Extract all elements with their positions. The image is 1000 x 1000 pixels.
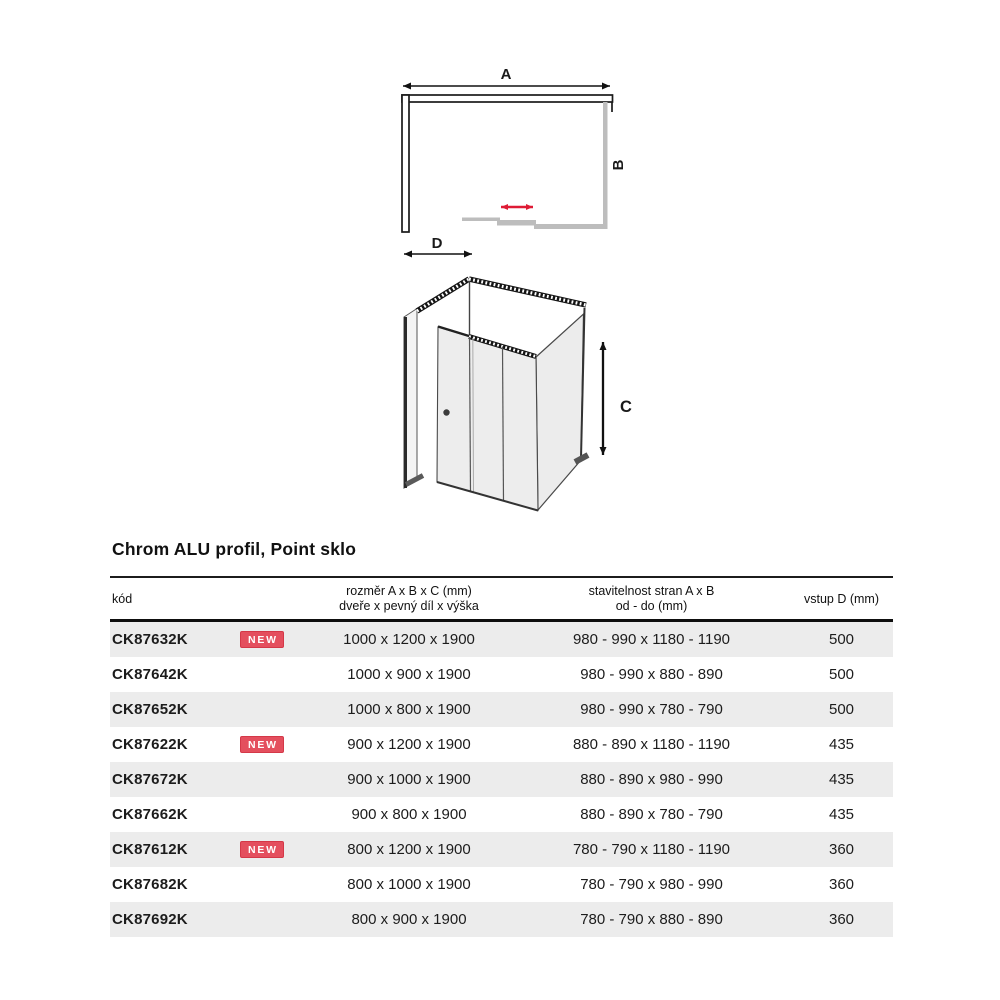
- adjust-value: 880 - 890 x 1180 - 1190: [572, 736, 731, 753]
- col-header-adjust-line1: stavitelnost stran A x B: [588, 584, 715, 598]
- door-panel-3: [534, 224, 608, 229]
- table-row: [110, 832, 893, 867]
- col-header-size-line1: rozměr A x B x C (mm): [346, 584, 472, 598]
- col-header-code: kód: [110, 577, 240, 621]
- adjust-value: 780 - 790 x 880 - 890: [580, 911, 723, 928]
- wall-left: [402, 95, 409, 232]
- new-badge: NEW: [240, 736, 284, 754]
- adjust-value: 980 - 990 x 880 - 890: [580, 666, 723, 683]
- entry-value: 435: [828, 736, 855, 753]
- product-code: CK87652K: [112, 701, 188, 718]
- col-header-adjust: [513, 577, 790, 621]
- entry-value: 360: [828, 876, 855, 893]
- technical-drawings: [385, 55, 655, 530]
- plan-view-diagram: [402, 66, 627, 254]
- col-header-size: [305, 577, 513, 621]
- size-value: 800 x 1000 x 1900: [347, 876, 471, 893]
- page-title: Chrom ALU profil, Point sklo: [112, 539, 357, 559]
- door-edge-inner: [473, 338, 474, 493]
- table-row: [110, 621, 893, 658]
- table-row: [110, 902, 893, 937]
- adjust-value: 980 - 990 x 1180 - 1190: [572, 631, 731, 648]
- side-panel: [536, 314, 584, 510]
- product-code: CK87682K: [112, 876, 188, 893]
- label-a: A: [500, 66, 512, 83]
- adjust-value: 880 - 890 x 780 - 790: [580, 806, 723, 823]
- size-value: 1000 x 800 x 1900: [347, 701, 471, 718]
- label-b: B: [610, 159, 627, 171]
- adjust-value: 780 - 790 x 1180 - 1190: [572, 841, 731, 858]
- wall-top: [402, 95, 613, 102]
- adjust-value: 880 - 890 x 980 - 990: [580, 771, 723, 788]
- entry-value: 500: [828, 701, 855, 718]
- table-row: [110, 867, 893, 902]
- size-value: 900 x 800 x 1900: [351, 806, 467, 823]
- entry-value: 500: [828, 666, 855, 683]
- col-header-badge: [240, 577, 305, 621]
- col-header-size-line2: dveře x pevný díl x výška: [339, 599, 479, 613]
- table-row: [110, 692, 893, 727]
- product-code: CK87622K: [112, 736, 188, 753]
- col-header-entry: vstup D (mm): [790, 577, 893, 621]
- door-handle-knob: [443, 409, 449, 415]
- label-c: C: [620, 398, 632, 416]
- table-row: [110, 762, 893, 797]
- entry-value: 360: [828, 911, 855, 928]
- col-header-adjust-line2: od - do (mm): [615, 599, 688, 613]
- table-row: [110, 727, 893, 762]
- table-row: [110, 657, 893, 692]
- adjust-value: 780 - 790 x 980 - 990: [580, 876, 723, 893]
- table-row: [110, 797, 893, 832]
- product-code: CK87672K: [112, 771, 188, 788]
- product-code: CK87632K: [112, 631, 188, 648]
- size-value: 1000 x 900 x 1900: [347, 666, 471, 683]
- table-header-row: [110, 577, 893, 621]
- size-value: 1000 x 1200 x 1900: [343, 631, 475, 648]
- size-value: 800 x 900 x 1900: [351, 911, 467, 928]
- product-code: CK87692K: [112, 911, 188, 928]
- entry-value: 500: [828, 631, 855, 648]
- isometric-view-diagram: [404, 279, 632, 511]
- spec-table: [110, 576, 893, 937]
- new-badge: NEW: [240, 841, 284, 859]
- product-code: CK87642K: [112, 666, 188, 683]
- entry-value: 435: [828, 806, 855, 823]
- side-glass-b: [603, 102, 608, 229]
- top-rail-right: [469, 279, 586, 305]
- top-rail-left: [417, 279, 469, 311]
- size-value: 900 x 1000 x 1900: [347, 771, 471, 788]
- door-panel-2: [497, 220, 536, 226]
- new-badge: NEW: [240, 631, 284, 649]
- door-panel-1: [462, 218, 500, 222]
- product-code: CK87662K: [112, 806, 188, 823]
- entry-value: 435: [828, 771, 855, 788]
- entry-value: 360: [828, 841, 855, 858]
- size-value: 900 x 1200 x 1900: [347, 736, 471, 753]
- size-value: 800 x 1200 x 1900: [347, 841, 471, 858]
- label-d: D: [431, 235, 443, 252]
- adjust-value: 980 - 990 x 780 - 790: [580, 701, 723, 718]
- product-code: CK87612K: [112, 841, 188, 858]
